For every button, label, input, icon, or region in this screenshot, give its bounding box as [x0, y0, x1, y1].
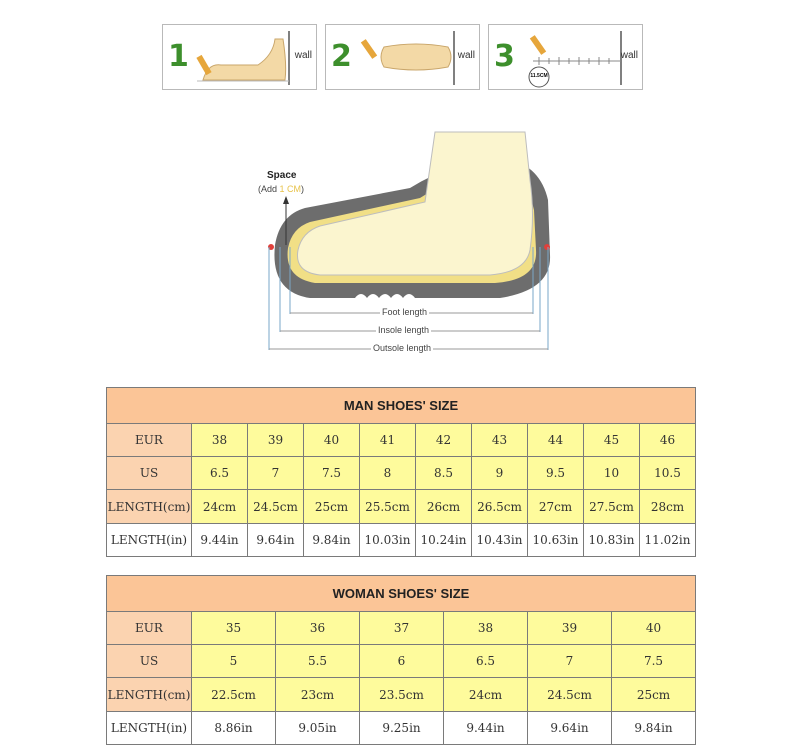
eur-cell: 40 [612, 612, 696, 645]
row-label-length-cm: LENGTH(cm) [107, 678, 192, 712]
length-in-cell: 9.25in [360, 712, 444, 745]
length-in-cell: 10.24in [416, 524, 472, 557]
length-in-cell: 10.03in [360, 524, 416, 557]
outsole-length-label: Outsole length [373, 343, 432, 353]
length-in-cell: 9.84in [612, 712, 696, 745]
table-row [107, 524, 696, 557]
row-label-length-cm: LENGTH(cm) [107, 490, 192, 524]
step-number: 3 [494, 39, 515, 74]
us-cell: 7 [248, 457, 304, 490]
eur-cell: 44 [528, 424, 584, 457]
wall-label: wall [457, 50, 475, 61]
us-cell: 7.5 [612, 645, 696, 678]
length-cm-cell: 23cm [276, 678, 360, 712]
length-cm-cell: 22.5cm [192, 678, 276, 712]
step-number: 2 [331, 39, 352, 74]
length-cm-cell: 24cm [444, 678, 528, 712]
row-label-eur: EUR [107, 612, 192, 645]
us-cell: 6 [360, 645, 444, 678]
us-cell: 9 [472, 457, 528, 490]
step-number: 1 [168, 39, 189, 74]
length-cm-cell: 25.5cm [360, 490, 416, 524]
us-cell: 8.5 [416, 457, 472, 490]
length-in-cell: 10.43in [472, 524, 528, 557]
space-add-note: (Add 1 CM) [258, 184, 305, 194]
us-cell: 5.5 [276, 645, 360, 678]
woman-table-title: WOMAN SHOES' SIZE [107, 576, 696, 612]
length-cm-cell: 27.5cm [584, 490, 640, 524]
length-in-cell: 11.02in [640, 524, 696, 557]
eur-cell: 37 [360, 612, 444, 645]
length-in-cell: 8.86in [192, 712, 276, 745]
ruler-value: 11.5CM [530, 73, 548, 79]
length-cm-cell: 25cm [612, 678, 696, 712]
row-label-us: US [107, 645, 192, 678]
table-row [107, 645, 696, 678]
eur-cell: 39 [528, 612, 612, 645]
wall-label: wall [620, 50, 638, 61]
table-row [107, 678, 696, 712]
length-in-cell: 9.44in [192, 524, 248, 557]
length-cm-cell: 24.5cm [248, 490, 304, 524]
row-label-us: US [107, 457, 192, 490]
length-in-cell: 9.05in [276, 712, 360, 745]
length-cm-cell: 26.5cm [472, 490, 528, 524]
row-label-length-in: LENGTH(in) [107, 524, 192, 557]
eur-cell: 39 [248, 424, 304, 457]
length-cm-cell: 27cm [528, 490, 584, 524]
length-in-cell: 9.64in [528, 712, 612, 745]
length-cm-cell: 24.5cm [528, 678, 612, 712]
length-in-cell: 9.84in [304, 524, 360, 557]
length-in-cell: 9.44in [444, 712, 528, 745]
space-add-value: 1 CM [279, 184, 302, 194]
table-row [107, 490, 696, 524]
us-cell: 6.5 [192, 457, 248, 490]
step-2-panel [325, 24, 480, 90]
us-cell: 7 [528, 645, 612, 678]
wall-label: wall [294, 50, 312, 61]
space-title: Space [267, 170, 297, 181]
table-row [107, 424, 696, 457]
us-cell: 5 [192, 645, 276, 678]
table-row [107, 612, 696, 645]
row-label-length-in: LENGTH(in) [107, 712, 192, 745]
eur-cell: 42 [416, 424, 472, 457]
length-in-cell: 10.63in [528, 524, 584, 557]
eur-cell: 38 [192, 424, 248, 457]
step-1-panel [162, 24, 317, 90]
eur-cell: 45 [584, 424, 640, 457]
man-table-title: MAN SHOES' SIZE [107, 388, 696, 424]
shoe-cross-section-illustration [250, 120, 580, 360]
us-cell: 10.5 [640, 457, 696, 490]
table-row [107, 457, 696, 490]
woman-size-table [106, 575, 696, 745]
length-cm-cell: 26cm [416, 490, 472, 524]
length-cm-cell: 25cm [304, 490, 360, 524]
step-3-panel [488, 24, 643, 90]
row-label-eur: EUR [107, 424, 192, 457]
us-cell: 6.5 [444, 645, 528, 678]
eur-cell: 46 [640, 424, 696, 457]
eur-cell: 35 [192, 612, 276, 645]
us-cell: 7.5 [304, 457, 360, 490]
eur-cell: 40 [304, 424, 360, 457]
us-cell: 8 [360, 457, 416, 490]
foot-length-label: Foot length [382, 307, 428, 317]
table-row [107, 712, 696, 745]
us-cell: 10 [584, 457, 640, 490]
length-cm-cell: 23.5cm [360, 678, 444, 712]
eur-cell: 41 [360, 424, 416, 457]
shoe-diagram [250, 120, 580, 360]
eur-cell: 38 [444, 612, 528, 645]
man-size-table [106, 387, 696, 557]
eur-cell: 43 [472, 424, 528, 457]
length-cm-cell: 28cm [640, 490, 696, 524]
length-in-cell: 9.64in [248, 524, 304, 557]
insole-length-label: Insole length [378, 325, 430, 335]
us-cell: 9.5 [528, 457, 584, 490]
eur-cell: 36 [276, 612, 360, 645]
length-cm-cell: 24cm [192, 490, 248, 524]
length-in-cell: 10.83in [584, 524, 640, 557]
